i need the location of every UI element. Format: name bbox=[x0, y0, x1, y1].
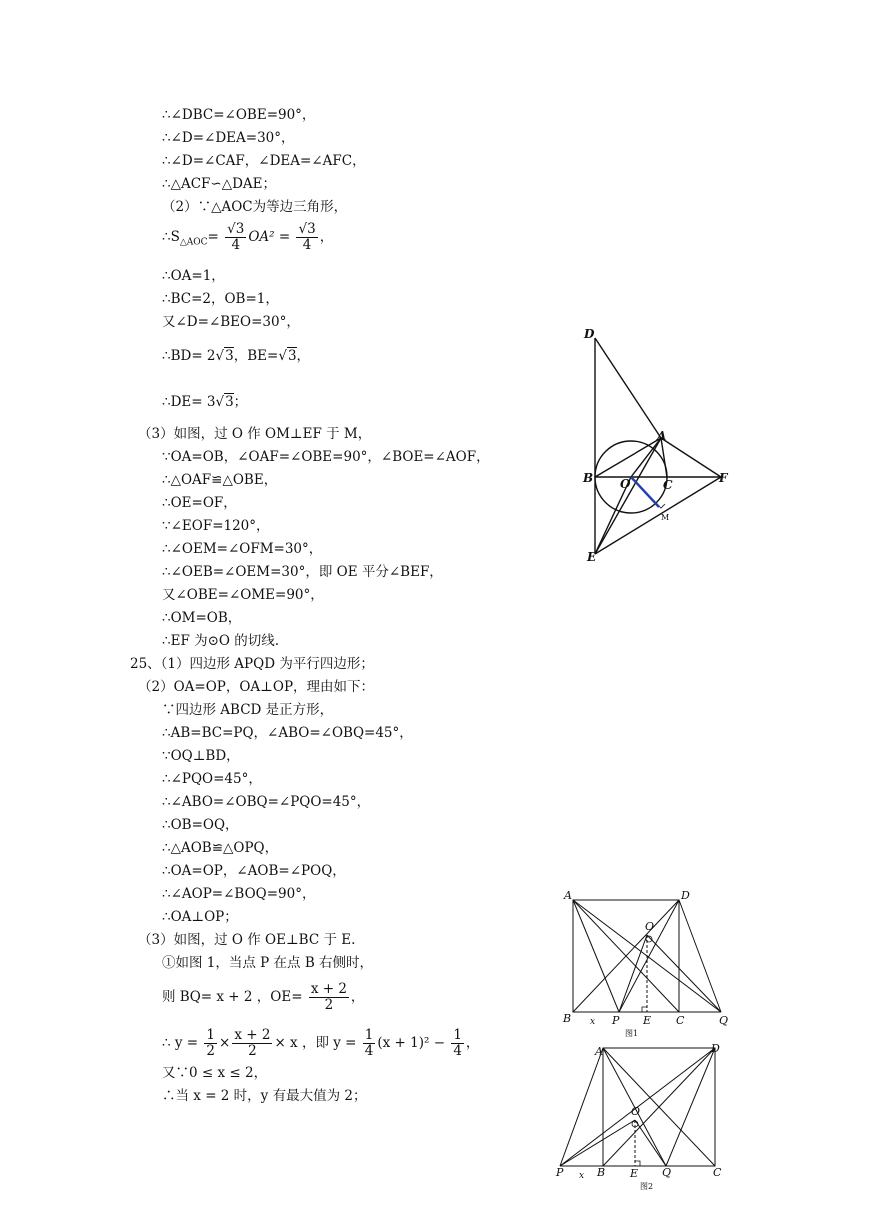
label-x: x bbox=[590, 1017, 596, 1027]
text: ∴S bbox=[162, 229, 180, 245]
label-c: C bbox=[676, 1014, 685, 1027]
segment-po bbox=[560, 1120, 635, 1166]
fraction bbox=[204, 1028, 217, 1059]
proof-line: ∴△AOB≌△OPQ， bbox=[162, 840, 279, 856]
label-e: E bbox=[587, 550, 597, 564]
radicand: 3 bbox=[287, 348, 297, 364]
proof-line: ∴∠OEB=∠OEM=30°，即 OE 平分∠BEF， bbox=[162, 564, 443, 580]
proof-line: ∴OA=OP，∠AOB=∠POQ， bbox=[162, 863, 346, 879]
figure-caption: 图2 bbox=[640, 1182, 654, 1191]
proof-line: ∴△ACF∽△DAE； bbox=[162, 176, 277, 192]
fraction bbox=[296, 222, 317, 253]
proof-line: ∴OA⊥OP； bbox=[162, 909, 238, 925]
fraction bbox=[309, 982, 349, 1013]
label-e: E bbox=[643, 1014, 652, 1027]
segment-om bbox=[631, 477, 659, 507]
label-f: F bbox=[719, 471, 728, 485]
label-d: D bbox=[584, 327, 595, 341]
proof-line: ∴∠ABO=∠OBQ=∠PQO=45°， bbox=[162, 794, 371, 810]
text: = bbox=[207, 229, 219, 245]
label-p: P bbox=[612, 1014, 620, 1027]
text: ， bbox=[350, 989, 365, 1005]
right-angle-mark bbox=[635, 1161, 640, 1166]
oe-formula-line bbox=[162, 982, 364, 1013]
proof-line: ∴AB=BC=PQ，∠ABO=∠OBQ=45°， bbox=[162, 725, 413, 741]
text: ∴ y = bbox=[162, 1035, 199, 1051]
text: × bbox=[219, 1035, 231, 1051]
proof-line: ∴BD= 2√3，BE=√3， bbox=[162, 348, 311, 364]
right-angle-mark bbox=[642, 1007, 647, 1012]
proof-line: ∴OE=OF， bbox=[162, 495, 237, 511]
denominator: 2 bbox=[206, 1043, 216, 1059]
proof-line: ∴OM=OB， bbox=[162, 610, 242, 626]
segment-dp bbox=[619, 900, 679, 1012]
radicand: 3 bbox=[225, 348, 234, 364]
label-o: O bbox=[620, 477, 631, 491]
proof-line: ∴当 x = 2 时，y 有最大值为 2； bbox=[162, 1088, 367, 1104]
proof-line: ∴EF 为⊙O 的切线. bbox=[162, 633, 280, 649]
fraction bbox=[451, 1028, 464, 1059]
proof-line: （2）∵△AOC为等边三角形， bbox=[162, 199, 348, 215]
label-d: D bbox=[681, 889, 690, 902]
segment-pa bbox=[560, 1048, 603, 1166]
proof-line: ①如图 1，当点 P 在点 B 右侧时， bbox=[162, 955, 374, 971]
proof-line: 又∠D=∠BEO=30°， bbox=[162, 314, 300, 330]
numerator: 1 bbox=[453, 1027, 462, 1043]
proof-line: ∴∠PQO=45°， bbox=[162, 771, 262, 787]
proof-line: ∴∠D=∠CAF，∠DEA=∠AFC， bbox=[162, 153, 366, 169]
geometry-figure-square-2 bbox=[548, 1040, 733, 1194]
denominator: 2 bbox=[324, 997, 334, 1013]
label-o: O bbox=[631, 1105, 641, 1118]
fraction bbox=[232, 1028, 272, 1059]
segment-af bbox=[661, 438, 721, 477]
proof-line: ∵OA=OB，∠OAF=∠OBE=90°，∠BOE=∠AOF， bbox=[162, 449, 490, 465]
proof-line: ∴BC=2，OB=1， bbox=[162, 291, 279, 307]
segment-da bbox=[595, 338, 661, 438]
text: ， bbox=[319, 229, 334, 245]
proof-line: 又∠OBE=∠OME=90°， bbox=[162, 587, 324, 603]
text: (x + 1)² − bbox=[377, 1035, 446, 1051]
text: ，BE= bbox=[233, 348, 279, 364]
label-a: A bbox=[595, 1045, 603, 1058]
proof-line: ∵OQ⊥BD， bbox=[162, 748, 240, 764]
label-a: A bbox=[657, 429, 667, 443]
geometry-figure-square-1 bbox=[555, 884, 735, 1040]
figure-caption: 图1 bbox=[625, 1029, 639, 1038]
denominator: 4 bbox=[364, 1043, 374, 1059]
text: OA² = bbox=[248, 229, 291, 245]
label-d: D bbox=[711, 1042, 720, 1055]
y-formula-line bbox=[162, 1028, 479, 1059]
label-e: E bbox=[630, 1167, 639, 1180]
numerator: 1 bbox=[206, 1027, 216, 1043]
proof-line: ∴OA=1， bbox=[162, 268, 225, 284]
geometry-figure-circle bbox=[570, 318, 745, 568]
proof-line: ∴∠OEM=∠OFM=30°， bbox=[162, 541, 323, 557]
proof-line: ∴∠D=∠DEA=30°， bbox=[162, 130, 295, 146]
text: ∴BD= 2 bbox=[162, 348, 216, 364]
proof-line: （3）如图，过 O 作 OE⊥BC 于 E. bbox=[138, 932, 356, 948]
proof-line: ∴DE= 3√3； bbox=[162, 394, 248, 410]
label-a: A bbox=[564, 889, 572, 902]
segment-dq bbox=[679, 900, 721, 1012]
segment-ef bbox=[595, 477, 721, 554]
label-q: Q bbox=[719, 1014, 729, 1027]
proof-line: （2）OA=OP，OA⊥OP，理由如下： bbox=[138, 679, 375, 695]
segment-oq bbox=[635, 1120, 666, 1166]
label-c: C bbox=[713, 1166, 722, 1179]
proof-line: ∴OB=OQ， bbox=[162, 817, 239, 833]
proof-line: （3）如图，过 O 作 OM⊥EF 于 M， bbox=[138, 426, 372, 442]
text: ∴DE= 3 bbox=[162, 394, 216, 410]
label-m: M bbox=[661, 513, 670, 522]
numerator: √3 bbox=[298, 221, 316, 237]
proof-line: ∵∠EOF=120°， bbox=[162, 518, 270, 534]
segment-dq bbox=[666, 1048, 715, 1166]
fraction bbox=[363, 1028, 376, 1059]
segment-oq bbox=[647, 935, 721, 1012]
text: ； bbox=[233, 394, 248, 410]
text: ， bbox=[465, 1035, 480, 1051]
label-p: P bbox=[556, 1166, 564, 1179]
segment-ea bbox=[595, 438, 661, 554]
proof-line: ∴∠AOP=∠BOQ=90°， bbox=[162, 886, 316, 902]
radicand: 3 bbox=[225, 394, 234, 410]
segment-ba bbox=[595, 438, 661, 477]
label-b: B bbox=[583, 471, 594, 485]
fraction bbox=[225, 222, 246, 253]
numerator: 1 bbox=[364, 1027, 374, 1043]
proof-line: ∵四边形 ABCD 是正方形， bbox=[162, 702, 334, 718]
area-formula-line bbox=[162, 222, 333, 253]
subscript: △AOC bbox=[179, 237, 208, 248]
proof-line: ∴∠DBC=∠OBE=90°， bbox=[162, 107, 316, 123]
label-x: x bbox=[579, 1171, 585, 1181]
numerator: x + 2 bbox=[234, 1027, 271, 1043]
label-b: B bbox=[563, 1012, 572, 1025]
label-c: C bbox=[663, 478, 673, 492]
proof-line: 又∵0 ≤ x ≤ 2， bbox=[162, 1065, 268, 1081]
denominator: 4 bbox=[302, 237, 312, 253]
label-q: Q bbox=[662, 1166, 672, 1179]
section-heading: 25、（1）四边形 APQD 为平行四边形； bbox=[130, 656, 374, 672]
label-b: B bbox=[597, 1166, 606, 1179]
text: 则 BQ= x + 2 ，OE= bbox=[162, 989, 303, 1005]
denominator: 4 bbox=[453, 1043, 462, 1059]
numerator: √3 bbox=[227, 221, 245, 237]
proof-line: ∴△OAF≌△OBE， bbox=[162, 472, 278, 488]
denominator: 2 bbox=[248, 1043, 257, 1059]
numerator: x + 2 bbox=[310, 981, 347, 997]
text: ， bbox=[296, 348, 311, 364]
text: × x ，即 y = bbox=[274, 1035, 357, 1051]
denominator: 4 bbox=[231, 237, 241, 253]
label-o: O bbox=[645, 920, 655, 933]
